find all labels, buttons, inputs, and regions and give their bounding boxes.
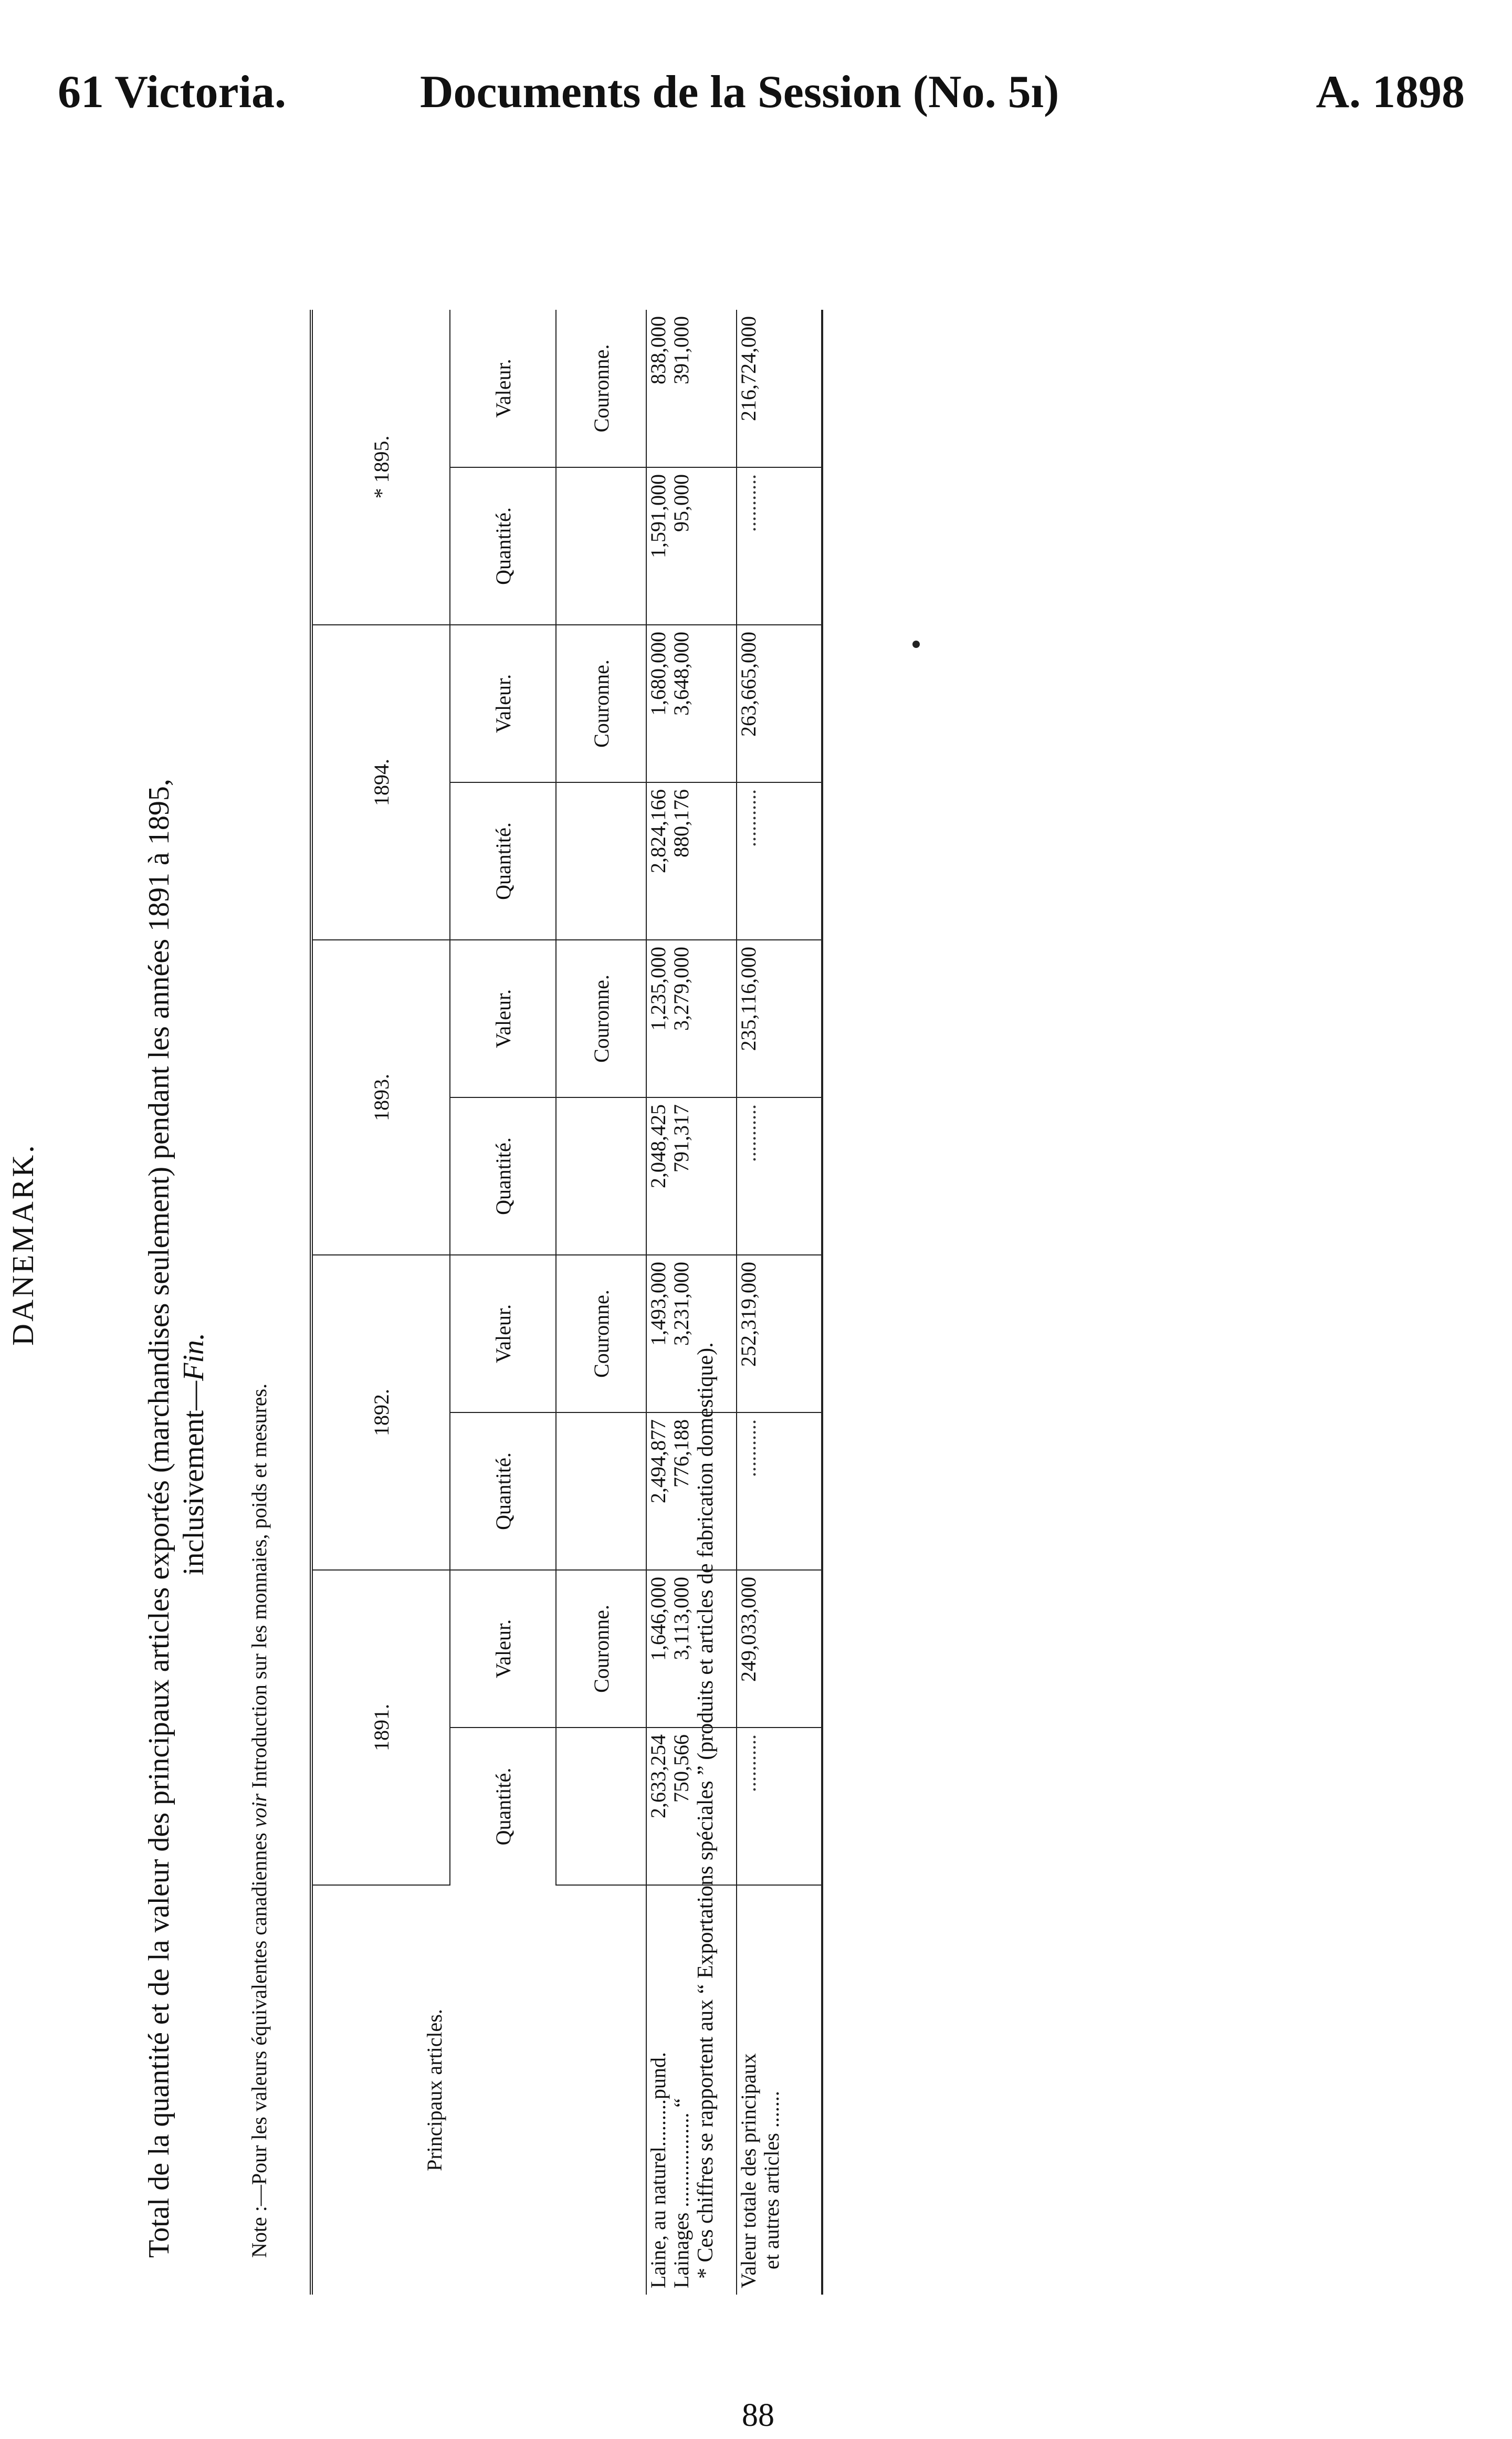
val-header: Valeur. bbox=[450, 1255, 556, 1412]
row-label-lainages: Lainages .................. “ bbox=[669, 2098, 693, 2288]
rotated-content bbox=[6, 200, 850, 2310]
year-1895: * 1895. bbox=[311, 310, 450, 625]
footnote: * Ces chiffres se rapportent aux “ Exportations spéciales ” (produits et articles de fabrication domestique). bbox=[694, 1342, 718, 2279]
cell-1891-val: 1,646,000 3,113,000 bbox=[646, 1570, 737, 1728]
note bbox=[247, 1384, 271, 2258]
total-dots: ........... bbox=[737, 1097, 822, 1255]
total-1894: 263,665,000 bbox=[737, 625, 822, 782]
table-row bbox=[646, 310, 737, 2295]
val-header: Valeur. bbox=[450, 940, 556, 1097]
page-title: DANEMARK. bbox=[6, 1143, 40, 1346]
total-dots: ........... bbox=[737, 467, 822, 625]
subtitle-end: inclusivement— bbox=[177, 1380, 210, 1575]
val-header: Valeur. bbox=[450, 310, 556, 467]
exports-table bbox=[310, 310, 823, 2295]
unit-row bbox=[556, 310, 646, 2295]
row-labels bbox=[646, 1885, 737, 2295]
qty-header: Quantité. bbox=[450, 1728, 556, 1885]
total-dots: ........... bbox=[737, 1412, 822, 1570]
year-1894: 1894. bbox=[311, 625, 450, 940]
row-label-laine: Laine, au naturel.........pund. bbox=[646, 2052, 670, 2288]
year-1893: 1893. bbox=[311, 940, 450, 1255]
cell-1893-val: 1,235,000 3,279,000 bbox=[646, 940, 737, 1097]
cell-1891-qty: 2,633,254 750,566 bbox=[646, 1728, 737, 1885]
cell-1895-val: 838,000 391,000 bbox=[646, 310, 737, 467]
val-header: Valeur. bbox=[450, 625, 556, 782]
total-1891: 249,033,000 bbox=[737, 1570, 822, 1728]
header-session: 61 Victoria. bbox=[58, 67, 287, 118]
qty-header: Quantité. bbox=[450, 782, 556, 940]
note-post: Introduction sur les monnaies, poids et mesures. bbox=[247, 1383, 271, 1794]
year-1892: 1892. bbox=[311, 1255, 450, 1570]
note-pre: Note :—Pour les valeurs équivalentes canadiennes bbox=[247, 1827, 271, 2258]
subtitle-main: Total de la quantité et de la valeur des principaux articles exportés (marchandises seulement) pendant les années 1891 à 1895, bbox=[143, 779, 175, 2258]
page-header bbox=[0, 66, 1512, 129]
table-subtitle bbox=[142, 210, 211, 2258]
year-1891: 1891. bbox=[311, 1570, 450, 1885]
total-row bbox=[737, 310, 822, 2295]
subtitle-fin: Fin. bbox=[177, 1333, 210, 1381]
unit-cell: Couronne. bbox=[556, 310, 646, 467]
total-dots: ........... bbox=[737, 782, 822, 940]
year-header-row bbox=[311, 310, 450, 2295]
cell-1894-qty: 2,824,166 880,176 bbox=[646, 782, 737, 940]
page-number: 88 bbox=[742, 2398, 774, 2433]
unit-cell: Couronne. bbox=[556, 1255, 646, 1412]
val-header: Valeur. bbox=[450, 1570, 556, 1728]
total-label: Valeur totale des principaux et autres articles ....... bbox=[737, 1885, 822, 2295]
cell-1893-qty: 2,048,425 791,317 bbox=[646, 1097, 737, 1255]
unit-cell: Couronne. bbox=[556, 625, 646, 782]
total-1895: 216,724,000 bbox=[737, 310, 822, 467]
articles-header: Principaux articles. bbox=[311, 1885, 556, 2295]
qty-header: Quantité. bbox=[450, 1097, 556, 1255]
header-year: A. 1898 bbox=[1316, 67, 1465, 118]
qty-header: Quantité. bbox=[450, 467, 556, 625]
unit-cell: Couronne. bbox=[556, 940, 646, 1097]
cell-1894-val: 1,680,000 3,648,000 bbox=[646, 625, 737, 782]
total-1893: 235,116,000 bbox=[737, 940, 822, 1097]
cell-1892-qty: 2,494,877 776,188 bbox=[646, 1412, 737, 1570]
unit-cell: Couronne. bbox=[556, 1570, 646, 1728]
cell-1895-qty: 1,591,000 95,000 bbox=[646, 467, 737, 625]
note-voir: voir bbox=[247, 1793, 271, 1828]
cell-1892-val: 1,493,000 3,231,000 bbox=[646, 1255, 737, 1412]
header-documents: Documents de la Session (No. 5ı) bbox=[420, 67, 1059, 118]
ink-speck bbox=[912, 641, 920, 648]
total-1892: 252,319,000 bbox=[737, 1255, 822, 1412]
total-dots: ........... bbox=[737, 1728, 822, 1885]
qty-header: Quantité. bbox=[450, 1412, 556, 1570]
